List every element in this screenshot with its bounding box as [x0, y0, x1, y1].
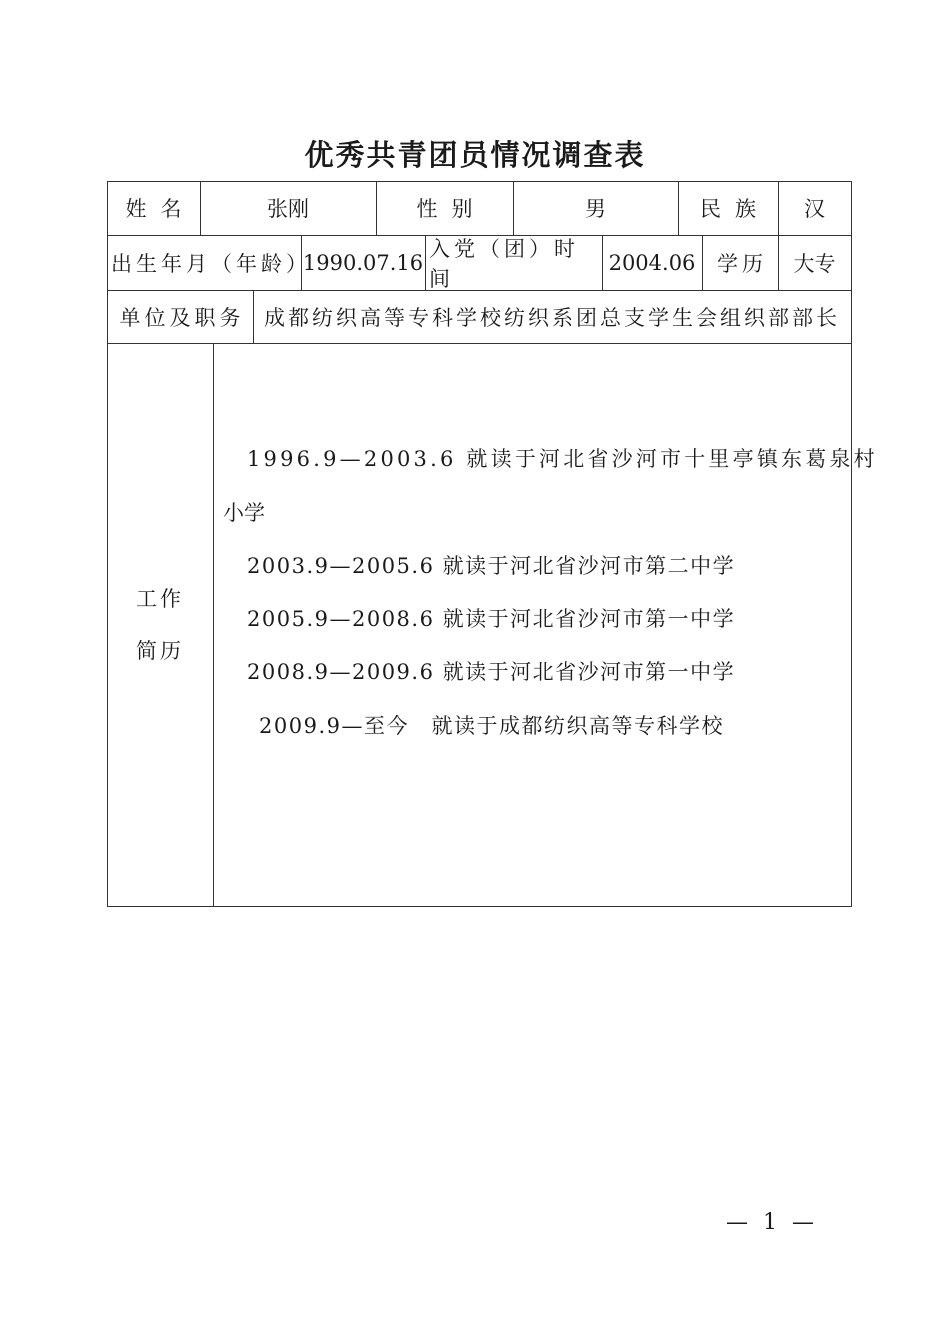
resume-line: 1996.9—2003.6 就读于河北省沙河市十里亭镇东葛泉村	[247, 447, 878, 471]
resume-line: 2008.9—2009.6 就读于河北省沙河市第一中学	[247, 660, 736, 684]
gender-value: 男	[513, 181, 679, 236]
resume-line: 2009.9—至今 就读于成都纺织高等专科学校	[259, 714, 724, 738]
join-time-label: 入党（团）时间	[425, 235, 603, 291]
resume-label-line2: 简历	[136, 638, 184, 663]
resume-line: 小学	[223, 501, 265, 525]
resume-label	[107, 343, 214, 907]
page-number: — 1 —	[726, 1210, 818, 1235]
gender-label: 性别	[376, 181, 514, 236]
unit-value: 成都纺织高等专科学校纺织系团总支学生会组织部部长	[253, 290, 852, 344]
education-label: 学历	[702, 235, 779, 291]
birth-label: 出生年月（年龄）	[107, 235, 302, 291]
resume-label-line1: 工作	[136, 586, 184, 611]
name-label: 姓名	[107, 181, 201, 236]
birth-value: 1990.07.16	[301, 235, 426, 291]
join-time-value: 2004.06	[602, 235, 703, 291]
resume-content	[213, 343, 878, 907]
document-title: 优秀共青团员情况调查表	[304, 138, 646, 172]
unit-label: 单位及职务	[107, 290, 254, 344]
ethnicity-value: 汉	[778, 181, 852, 236]
education-value: 大专	[778, 235, 852, 291]
resume-line: 2003.9—2005.6 就读于河北省沙河市第二中学	[247, 554, 736, 578]
resume-line: 2005.9—2008.6 就读于河北省沙河市第一中学	[247, 607, 736, 631]
name-value: 张刚	[200, 181, 377, 236]
ethnicity-label: 民族	[678, 181, 779, 236]
